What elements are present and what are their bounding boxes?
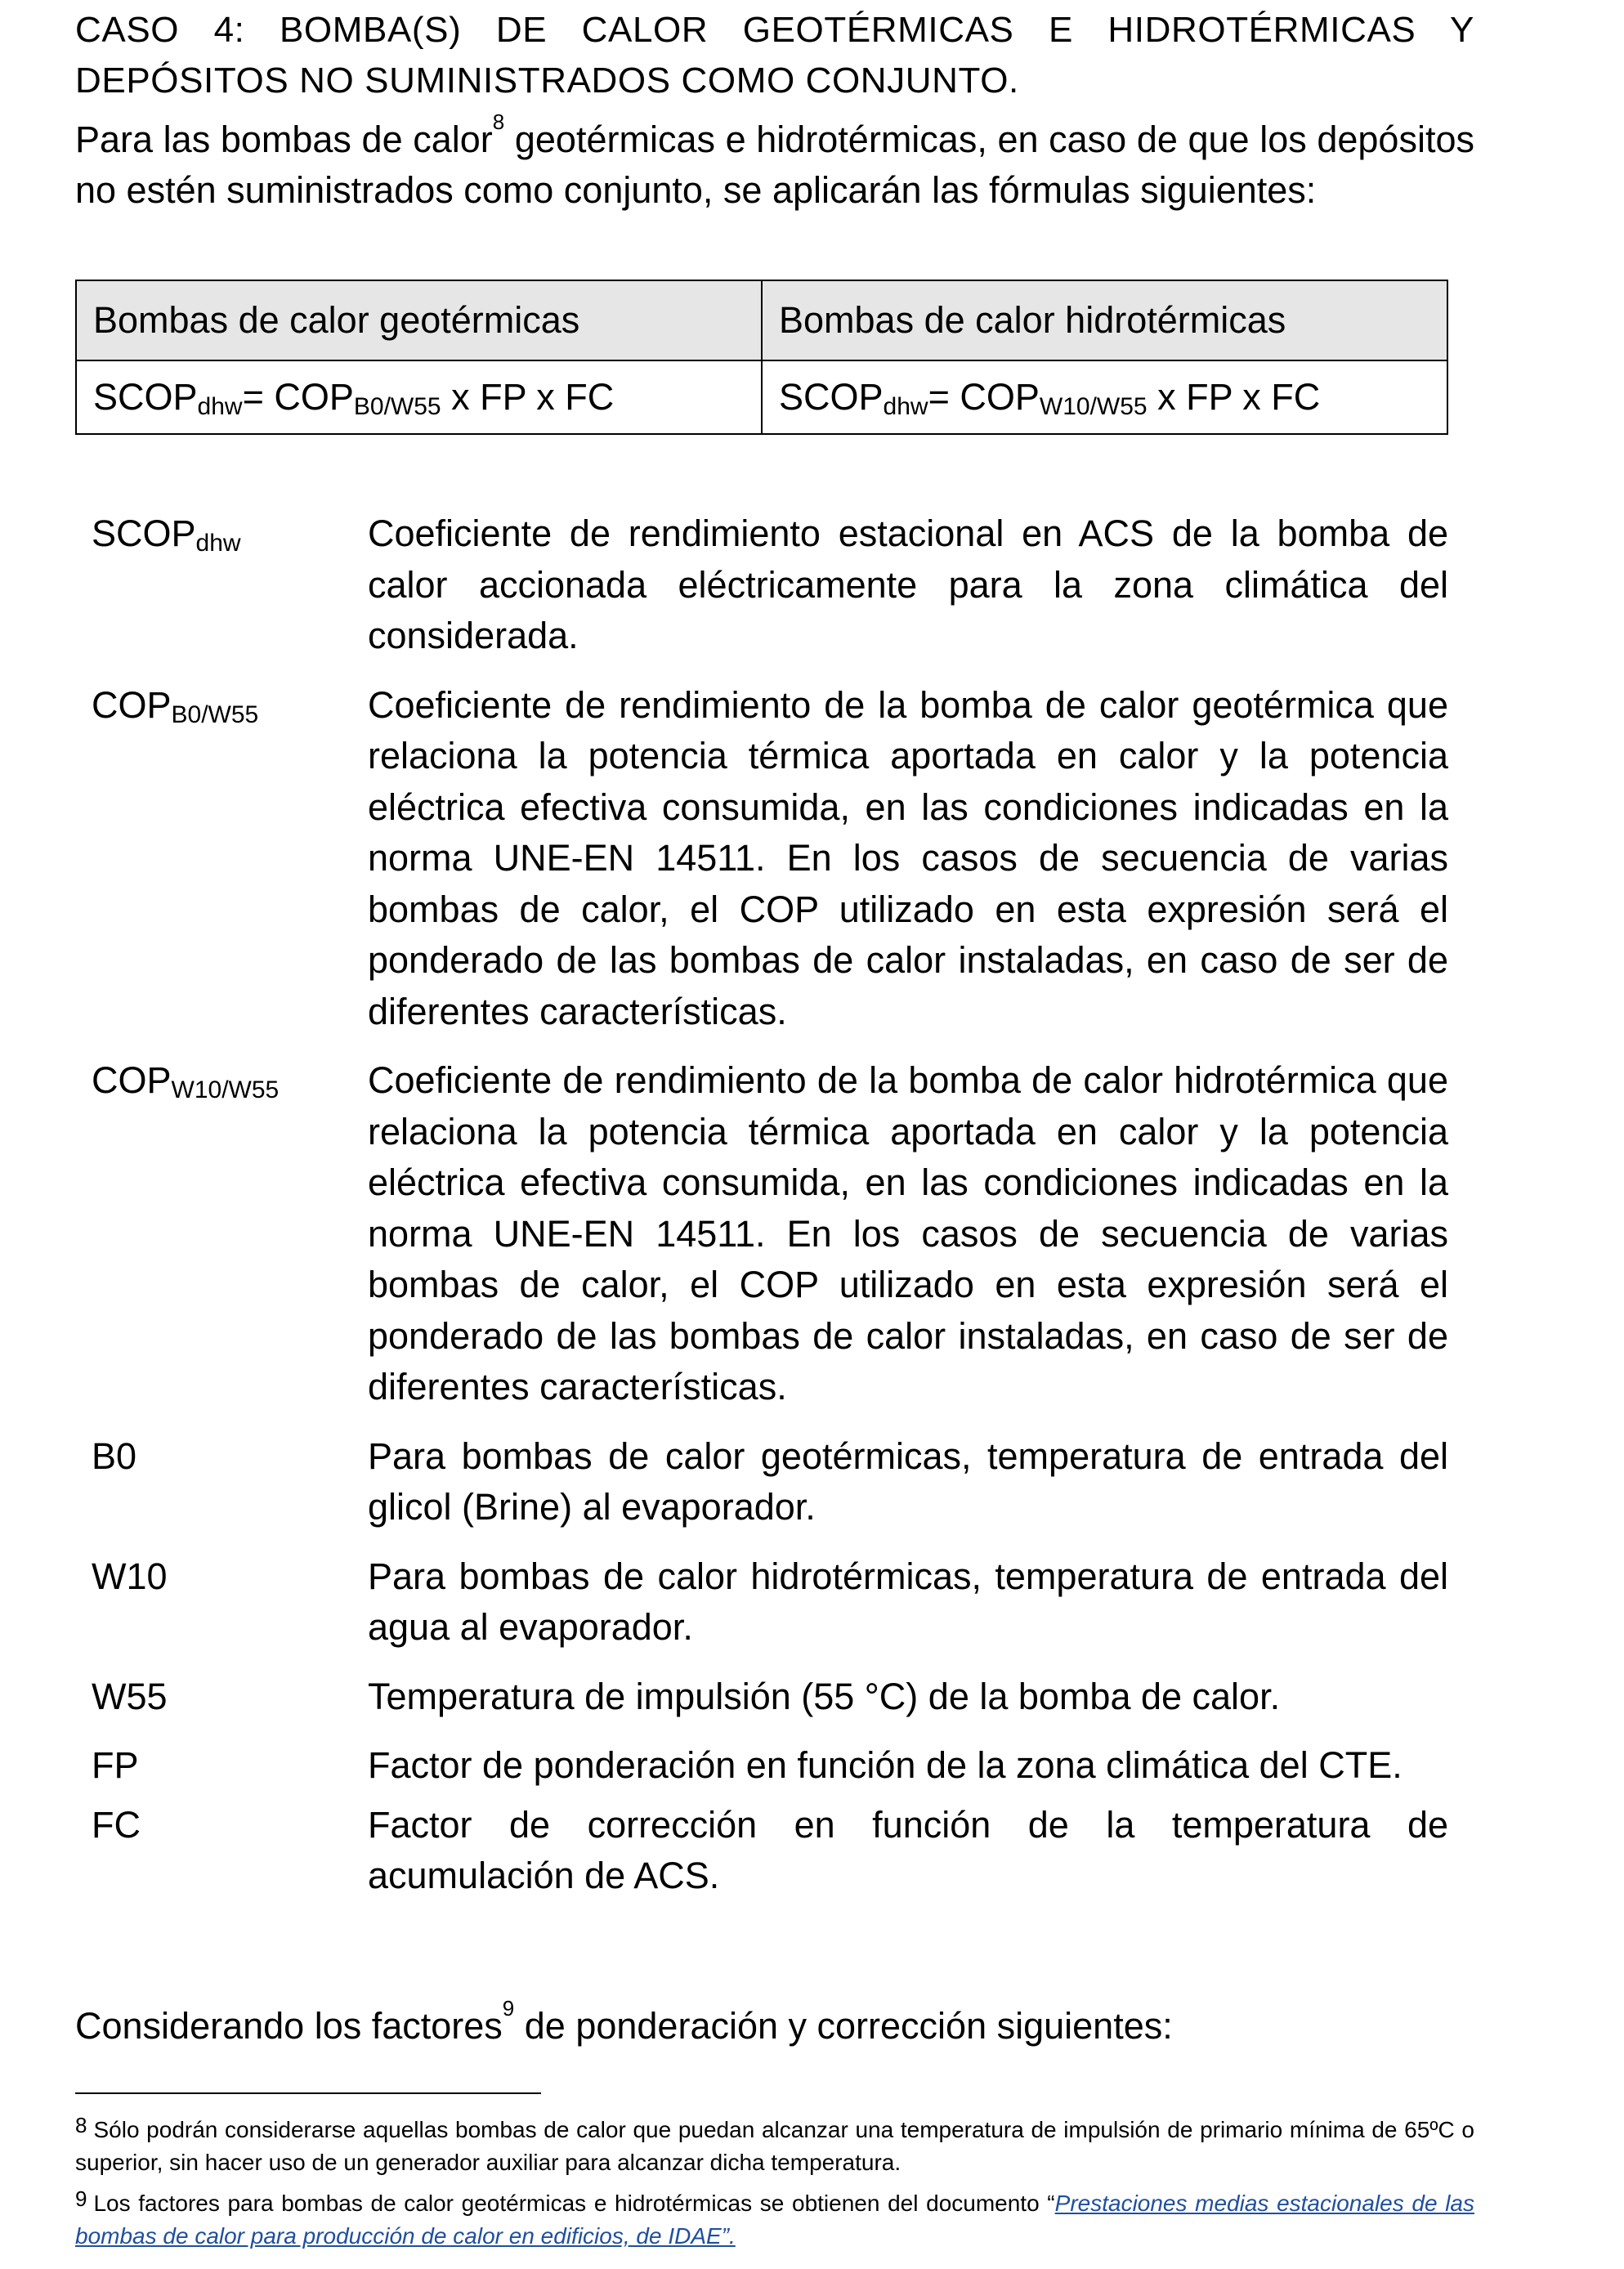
formula-lhs: SCOP (779, 375, 884, 418)
definition-item (92, 1551, 1448, 1654)
term-text: SCOP (92, 512, 196, 554)
intro-text-start: Para las bombas de calor (75, 119, 493, 160)
definition-item (92, 1672, 1448, 1723)
formula-lhs-sub: dhw (883, 392, 928, 420)
formula-eq: = COP (242, 375, 354, 418)
section-heading: CASO 4: BOMBA(S) DE CALOR GEOTÉRMICAS E HIDROTÉRMICAS Y DEPÓSITOS NO SUMINISTRADOS COMO CONJUNTO. (75, 10, 1474, 101)
footnote-text: Sólo podrán considerarse aquellas bombas de calor que puedan alcanzar una temperatura de impulsión de primario mínima de 65ºC o superior, sin hacer uso de un generador auxiliar para alcanzar dicha temperatura. (75, 2117, 1474, 2175)
definition-text: Para bombas de calor geotérmicas, temperatura de entrada del glicol (Brine) al evaporador. (368, 1434, 1448, 1528)
definition-term (92, 1740, 368, 1792)
footnote-number: 8 (75, 2113, 87, 2137)
term-text: COP (92, 683, 172, 726)
footnote-number: 9 (75, 2186, 87, 2211)
considerando-text-end: de ponderación y corrección siguientes: (514, 2005, 1173, 2047)
formula-rest: x FP x FC (441, 375, 615, 418)
definition-text: Coeficiente de rendimiento de la bomba de calor geotérmica que relaciona la potencia térmica aportada en calor y la potencia eléctrica efectiva consumida, en las condiciones indicadas en la norma UNE-EN 14511. En los casos de secuencia de varias bombas de calor, el COP utilizado en esta expresión será el ponderado de las bombas de calor instaladas, en caso de ser de diferentes características. (368, 683, 1448, 1032)
term-sub: dhw (195, 530, 241, 557)
footnote-ref-8[interactable]: 8 (492, 110, 505, 134)
definition-item (92, 508, 1448, 662)
formula-geotermicas (76, 360, 762, 434)
definition-text: Temperatura de impulsión (55 °C) de la bomba de calor. (368, 1675, 1281, 1717)
definition-term (92, 1551, 368, 1654)
term-text: W55 (92, 1675, 168, 1717)
definition-term (92, 1055, 368, 1413)
formula-lhs: SCOP (93, 375, 198, 418)
footnotes (75, 2114, 1474, 2261)
definition-term (92, 1431, 368, 1533)
formula-cop-sub: B0/W55 (353, 392, 441, 420)
definition-term (92, 680, 368, 1038)
definition-text: Coeficiente de rendimiento estacional en ACS de la bomba de calor accionada eléctricamente para la zona climática del considerada. (368, 512, 1448, 656)
formula-hidrotermicas (762, 360, 1447, 434)
definition-item (92, 1431, 1448, 1533)
header-geotermicas: Bombas de calor geotérmicas (76, 280, 762, 360)
term-text: W10 (92, 1555, 168, 1597)
definition-text: Coeficiente de rendimiento de la bomba de calor hidrotérmica que relaciona la potencia térmica aportada en calor y la potencia eléctrica efectiva consumida, en las condiciones indicadas en la norma UNE-EN 14511. En los casos de secuencia de varias bombas de calor, el COP utilizado en esta expresión será el ponderado de las bombas de calor instaladas, en caso de ser de diferentes características. (368, 1059, 1448, 1407)
definition-term (92, 1672, 368, 1723)
term-text: FP (92, 1744, 139, 1786)
footnote-9 (75, 2187, 1474, 2253)
header-hidrotermicas: Bombas de calor hidrotérmicas (762, 280, 1447, 360)
considerando-text-start: Considerando los factores (75, 2005, 503, 2047)
definition-text: Factor de ponderación en función de la zona climática del CTE. (368, 1744, 1403, 1786)
definition-term (92, 1800, 368, 1902)
formula-cop-sub: W10/W55 (1039, 392, 1148, 420)
footnote-ref-9[interactable]: 9 (502, 1996, 515, 2021)
definition-item (92, 1800, 1448, 1902)
term-sub: B0/W55 (171, 700, 259, 728)
considerando-paragraph (75, 1996, 1173, 2052)
definition-item (92, 1055, 1448, 1413)
definition-item (92, 680, 1448, 1038)
term-sub: W10/W55 (171, 1076, 280, 1103)
footnote-8 (75, 2114, 1474, 2179)
definition-text: Para bombas de calor hidrotérmicas, temperatura de entrada del agua al evaporador. (368, 1555, 1448, 1648)
intro-text-end: geotérmicas e hidrotérmicas, en caso de que los depósitos no estén suministrados como conjunto, se aplicarán las fórmulas siguientes: (75, 119, 1474, 211)
term-text: COP (92, 1059, 172, 1101)
definition-term (92, 508, 368, 662)
footnote-separator (75, 2092, 541, 2094)
footnote-text: Los factores para bombas de calor geotérmicas e hidrotérmicas se obtienen del documento “ (93, 2191, 1055, 2216)
formula-eq: = COP (928, 375, 1040, 418)
idae-document-link[interactable]: Prestaciones medias estacionales de las bombas de calor para producción de calor en edificios, de IDAE”. (75, 2191, 1474, 2249)
formula-lhs-sub: dhw (197, 392, 243, 420)
term-text: FC (92, 1803, 141, 1846)
formula-rest: x FP x FC (1147, 375, 1321, 418)
definitions-list (92, 508, 1448, 1920)
term-text: B0 (92, 1434, 137, 1477)
definition-item (92, 1740, 1448, 1792)
definition-text: Factor de corrección en función de la temperatura de acumulación de ACS. (368, 1803, 1448, 1896)
intro-paragraph (75, 110, 1474, 216)
formula-table (75, 280, 1448, 435)
